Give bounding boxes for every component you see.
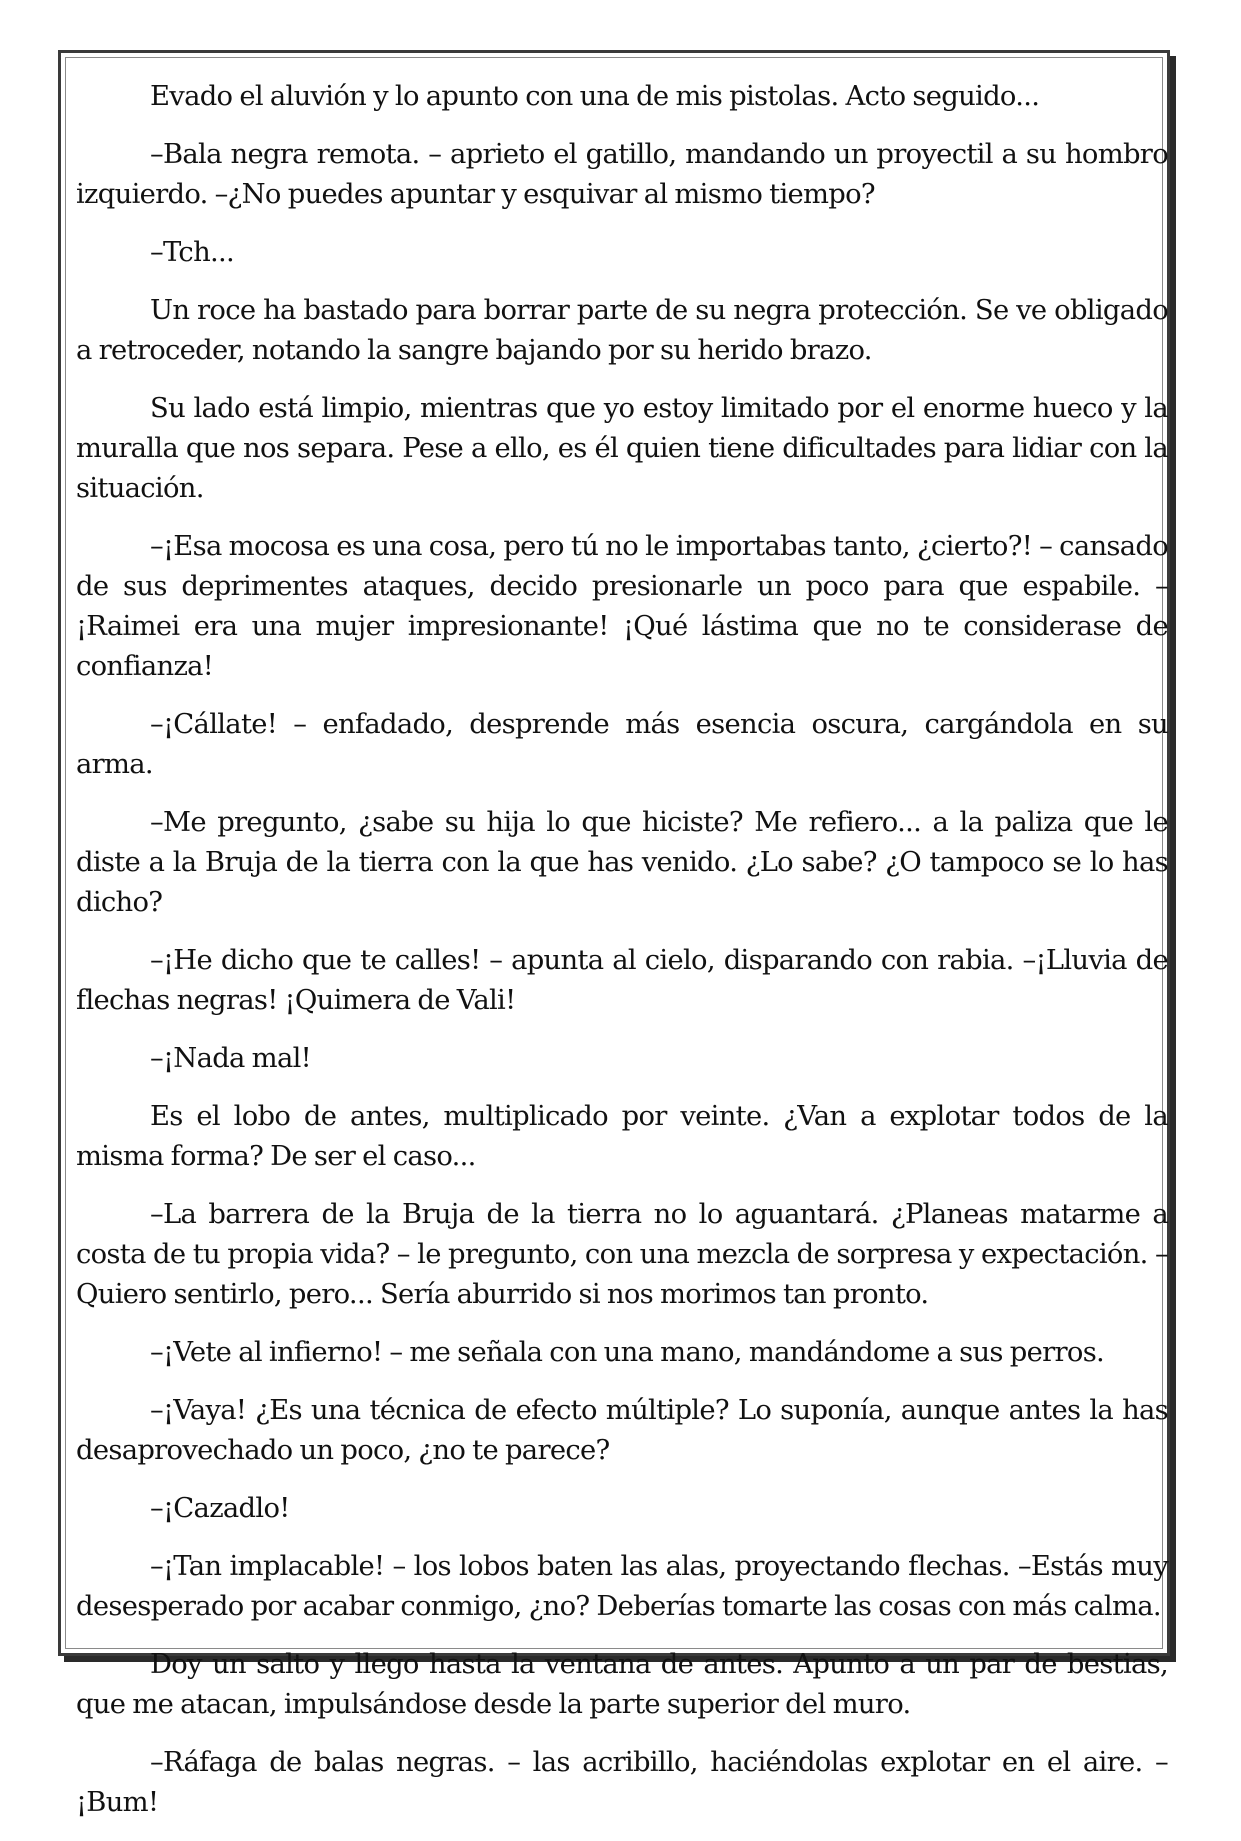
paragraph: –¡Vete al infierno! – me señala con una mano, mandándome a sus perros.	[150, 1337, 1105, 1368]
paragraph: –¡Tan implacable! – los lobos baten las alas, proyectando flechas. –Estás muy desesperado por acabar conmigo, ¿no? Deberías tomarte las cosas con más calma.	[76, 1551, 1168, 1622]
paragraph: –Ráfaga de balas negras. – las acribillo, haciéndolas explotar en el aire. –¡Bum!	[76, 1747, 1168, 1818]
paragraph: –Bala negra remota. – aprieto el gatillo, mandando un proyectil a su hombro izquierdo. –¿No puedes apuntar y esquivar al mismo tiempo?	[76, 139, 1168, 210]
paragraph: –¡Vaya! ¿Es una técnica de efecto múltiple? Lo suponía, aunque antes la has desaprovechado un poco, ¿no te parece?	[76, 1395, 1168, 1466]
page-frame	[58, 50, 1170, 1818]
paragraph: –¡He dicho que te calles! – apunta al cielo, disparando con rabia. –¡Lluvia de flechas negras! ¡Quimera de Vali!	[76, 945, 1168, 1016]
paragraph: –Tch...	[150, 237, 235, 268]
paragraph: –La barrera de la Bruja de la tierra no lo aguantará. ¿Planeas matarme a costa de tu propia vida? – le pregunto, con una mezcla de sorpresa y expectación. –Quiero sentirlo, pero... Sería aburrido si nos morimos tan pronto.	[76, 1199, 1168, 1310]
paragraph: Es el lobo de antes, multiplicado por veinte. ¿Van a explotar todos de la misma forma? De ser el caso...	[76, 1101, 1168, 1172]
paragraph: Evado el aluvión y lo apunto con una de mis pistolas. Acto seguido...	[150, 81, 1040, 112]
paragraph: –¡Cazadlo!	[150, 1493, 290, 1524]
paragraph: Doy un salto y llego hasta la ventana de antes. Apunto a un par de bestias, que me atacan, impulsándose desde la parte superior del muro.	[76, 1649, 1168, 1720]
paragraph: –Me pregunto, ¿sabe su hija lo que hiciste? Me refiero... a la paliza que le diste a la Bruja de la tierra con la que has venido. ¿Lo sabe? ¿O tampoco se lo has dicho?	[76, 807, 1168, 918]
paragraph: Su lado está limpio, mientras que yo estoy limitado por el enorme hueco y la muralla que nos separa. Pese a ello, es él quien tiene dificultades para lidiar con la situación.	[76, 393, 1168, 504]
paragraph: Un roce ha bastado para borrar parte de su negra protección. Se ve obligado a retroceder, notando la sangre bajando por su herido brazo.	[76, 295, 1168, 366]
paragraph: –¡Nada mal!	[150, 1043, 311, 1074]
document-body	[76, 77, 1168, 1841]
paragraph: –¡Cállate! – enfadado, desprende más esencia oscura, cargándola en su arma.	[76, 709, 1168, 780]
paragraph: –¡Esa mocosa es una cosa, pero tú no le importabas tanto, ¿cierto?! – cansado de sus deprimentes ataques, decido presionarle un poco para que espabile. –¡Raimei era una mujer impresionante! ¡Qué lástima que no te considerase de confianza!	[76, 531, 1168, 682]
